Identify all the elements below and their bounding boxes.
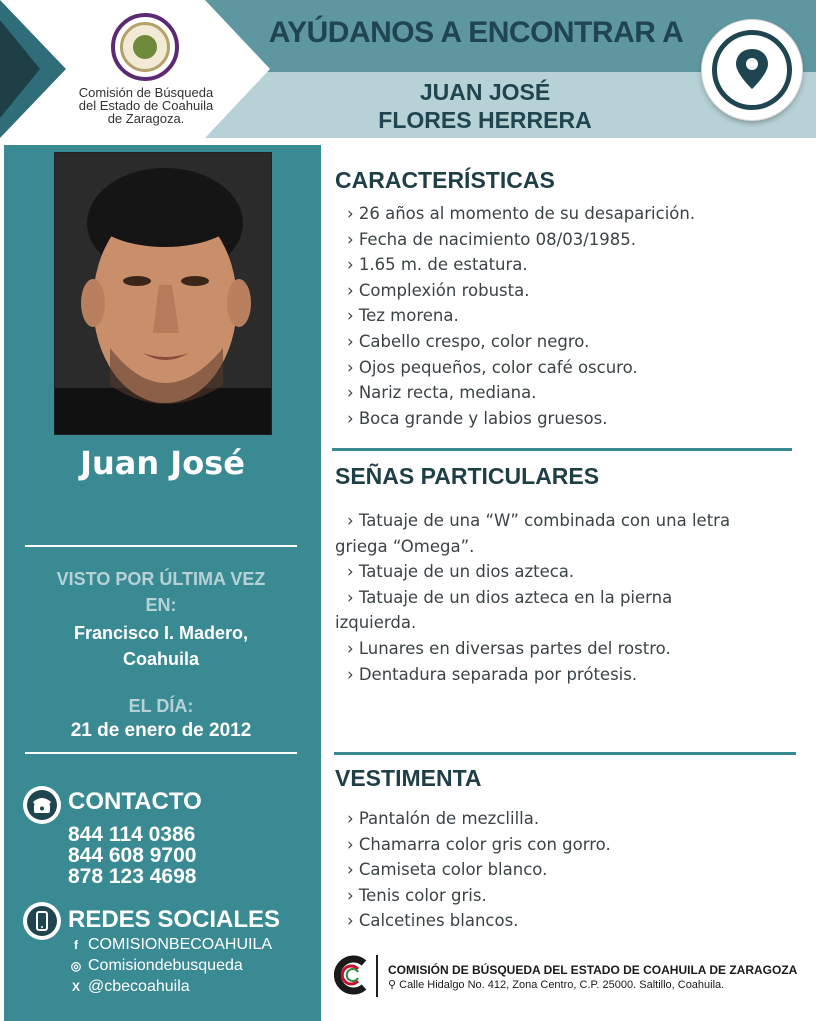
list-item: › Cabello crespo, color negro.	[347, 331, 590, 351]
characteristics-list	[347, 201, 695, 431]
x-link[interactable]	[68, 978, 190, 996]
x-icon: X	[71, 980, 80, 994]
smartphone-icon	[23, 902, 61, 940]
list-item: › Lunares en diversas partes del rostro.	[347, 638, 671, 658]
list-item: › Complexión robusta.	[347, 280, 530, 300]
commission-seal-logo	[111, 13, 179, 81]
page-title: AYÚDANOS A ENCONTRAR A	[268, 16, 684, 49]
contact-heading: CONTACTO	[68, 788, 202, 815]
last-seen-date: 21 de enero de 2012	[70, 720, 252, 741]
facebook-handle: COMISIONBECOAHUILA	[88, 936, 273, 953]
marks-list	[335, 508, 731, 687]
phone-number[interactable]: 844 608 9700	[68, 844, 197, 867]
list-item: › 1.65 m. de estatura.	[347, 255, 528, 275]
characteristics-heading: CARACTERÍSTICAS	[335, 167, 555, 193]
social-heading: REDES SOCIALES	[68, 906, 281, 933]
list-item: › Pantalón de mezclilla.	[347, 809, 540, 828]
divider	[25, 545, 297, 547]
last-seen-place: Francisco I. Madero, Coahuila	[73, 623, 249, 669]
last-seen-label: VISTO POR ÚLTIMA VEZ EN:	[56, 569, 266, 615]
map-pin-icon: ⚲	[388, 979, 397, 991]
last-seen-day-label: EL DÍA:	[128, 696, 194, 716]
list-item: › Camiseta color blanco.	[347, 860, 548, 880]
portrait-photo	[54, 152, 272, 435]
x-handle: @cbecoahuila	[88, 978, 190, 995]
divider	[25, 752, 297, 754]
list-item: › Ojos pequeños, color café oscuro.	[347, 357, 638, 377]
list-item: › Tatuaje de un dios azteca en la pierna	[347, 587, 673, 607]
footer-divider	[376, 955, 378, 997]
footer-org-name: COMISIÓN DE BÚSQUEDA DEL ESTADO DE COAHUILA DE ZARAGOZA	[388, 963, 798, 977]
instagram-handle: Comisiondebusqueda	[88, 957, 243, 974]
footer-logo	[334, 955, 370, 995]
list-item: › Calcetines blancos.	[347, 911, 519, 931]
facebook-icon: f	[74, 938, 78, 952]
list-item: › Nariz recta, mediana.	[347, 383, 537, 403]
phone-number[interactable]: 844 114 0386	[68, 823, 196, 846]
clothing-list	[347, 806, 611, 934]
organization-name: Comisión de Búsqueda del Estado de Coahuila de Zaragoza.	[78, 85, 214, 126]
instagram-icon: ◎	[70, 959, 82, 973]
list-item: griega “Omega”.	[335, 536, 475, 556]
list-item: › Boca grande y labios gruesos.	[347, 408, 608, 428]
facebook-link[interactable]	[68, 936, 272, 954]
list-item: izquierda.	[335, 613, 417, 633]
list-item: › Tatuaje de una “W” combinada con una letra	[347, 511, 731, 530]
list-item: › Dentadura separada por prótesis.	[347, 664, 638, 684]
list-item: › Fecha de nacimiento 08/03/1985.	[347, 229, 636, 249]
clothing-heading: VESTIMENTA	[335, 765, 482, 791]
location-pin-icon	[702, 20, 802, 120]
list-item: › Tez morena.	[347, 306, 459, 326]
section-divider	[334, 752, 796, 755]
first-name: Juan José	[80, 444, 245, 482]
list-item: › Tatuaje de un dios azteca.	[347, 562, 575, 582]
marks-heading: SEÑAS PARTICULARES	[335, 463, 600, 489]
section-divider	[332, 448, 792, 451]
list-item: › Chamarra color gris con gorro.	[347, 834, 611, 854]
footer-address: ⚲ Calle Hidalgo No. 412, Zona Centro, C.P. 25000. Saltillo, Coahuila.	[388, 979, 725, 991]
phone-number[interactable]: 878 123 4698	[68, 865, 197, 888]
missing-person-full-name: JUAN JOSÉ FLORES HERRERA	[378, 79, 592, 133]
list-item: › 26 años al momento de su desaparición.	[347, 204, 696, 223]
list-item: › Tenis color gris.	[347, 885, 487, 905]
instagram-link[interactable]	[68, 957, 243, 975]
phone-icon	[23, 786, 61, 824]
